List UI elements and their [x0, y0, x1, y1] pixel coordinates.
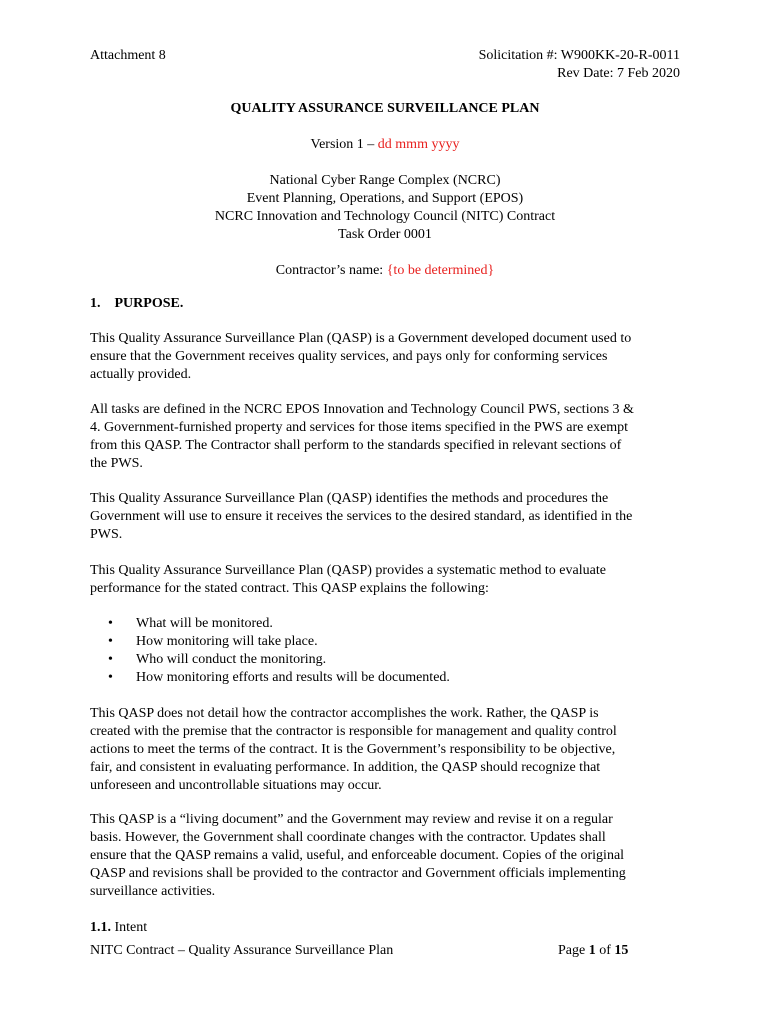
- footer-title: NITC Contract – Quality Assurance Surveillance Plan: [90, 943, 394, 958]
- text-line: from this QASP. The Contractor shall perform to the standards specified in relevant sections of: [90, 438, 622, 453]
- list-item: [108, 651, 450, 669]
- bullet-text: How monitoring will take place.: [136, 634, 318, 649]
- text-line: actions to meet the terms of the contract. It is the Government’s responsibility to be objective,: [90, 742, 616, 757]
- version-date-placeholder: dd mmm yyyy: [377, 137, 460, 152]
- page-total: 15: [614, 943, 629, 958]
- text-line: All tasks are defined in the NCRC EPOS Innovation and Technology Council PWS, sections 3 &: [90, 402, 634, 417]
- bullet-text: Who will conduct the monitoring.: [136, 652, 327, 667]
- paragraph-systematic: [90, 562, 690, 598]
- section-heading: [90, 295, 183, 313]
- contractor-placeholder: {to be determined}: [386, 263, 495, 278]
- bullet-icon: •: [108, 634, 113, 649]
- paragraph-living-document: [90, 811, 690, 901]
- paragraph-premise: [90, 705, 690, 795]
- text-line: surveillance activities.: [90, 884, 216, 899]
- section-number: 1.: [90, 296, 101, 311]
- text-line: This QASP does not detail how the contractor accomplishes the work. Rather, the QASP is: [90, 706, 599, 721]
- section-title: PURPOSE.: [114, 296, 184, 311]
- contractor-label: Contractor’s name:: [275, 263, 387, 278]
- paragraph-methods: [90, 490, 690, 544]
- text-line: 4. Government-furnished property and services for those items specified in the PWS are exempt: [90, 420, 629, 435]
- solicitation-number: Solicitation #: W900KK-20-R-0011: [478, 48, 680, 63]
- text-line: unforeseen and uncontrollable situations may occur.: [90, 778, 382, 793]
- text-line: performance for the stated contract. This QASP explains the following:: [90, 581, 489, 596]
- list-item: [108, 669, 450, 687]
- bullet-list: [108, 615, 450, 687]
- text-line: QASP and revisions shall be provided to the contractor and Government officials implementing: [90, 866, 626, 881]
- text-line: basis. However, the Government shall coordinate changes with the contractor. Updates shall: [90, 830, 606, 845]
- contract-line-1: National Cyber Range Complex (NCRC): [269, 173, 501, 188]
- text-line: This Quality Assurance Surveillance Plan (QASP) provides a systematic method to evaluate: [90, 563, 606, 578]
- contract-line-4: Task Order 0001: [338, 227, 432, 242]
- text-line: This Quality Assurance Surveillance Plan (QASP) identifies the methods and procedures the: [90, 491, 609, 506]
- document-title: QUALITY ASSURANCE SURVEILLANCE PLAN: [230, 101, 540, 116]
- text-line: actually provided.: [90, 367, 192, 382]
- contract-line-2: Event Planning, Operations, and Support (EPOS): [246, 191, 524, 206]
- text-line: fair, and consistent in evaluating performance. In addition, the QASP should recognize that: [90, 760, 601, 775]
- subsection-heading: [90, 919, 147, 937]
- list-item: [108, 633, 450, 651]
- bullet-text: How monitoring efforts and results will be documented.: [136, 670, 450, 685]
- attachment-label: Attachment 8: [90, 48, 166, 63]
- subsection-number: 1.1.: [90, 920, 111, 935]
- text-line: ensure that the Government receives quality services, and pays only for conforming services: [90, 349, 608, 364]
- bullet-text: What will be monitored.: [136, 616, 273, 631]
- page-of-label: of: [595, 943, 615, 958]
- text-line: This Quality Assurance Surveillance Plan (QASP) is a Government developed document used to: [90, 331, 632, 346]
- paragraph-tasks: [90, 401, 690, 473]
- page-label: Page: [558, 943, 589, 958]
- text-line: Government will use to ensure it receives the services to the desired standard, as identified in the: [90, 509, 633, 524]
- bullet-icon: •: [108, 616, 113, 631]
- bullet-icon: •: [108, 670, 113, 685]
- contractor-line: [0, 262, 770, 280]
- text-line: the PWS.: [90, 456, 143, 471]
- text-line: ensure that the QASP remains a valid, useful, and enforceable document. Copies of the original: [90, 848, 625, 863]
- version-prefix: Version 1 –: [310, 137, 378, 152]
- subsection-title: Intent: [111, 920, 148, 935]
- revision-date: Rev Date: 7 Feb 2020: [557, 66, 680, 81]
- text-line: PWS.: [90, 527, 123, 542]
- page-number: [558, 942, 628, 960]
- paragraph-purpose: [90, 330, 690, 384]
- contract-line-3: NCRC Innovation and Technology Council (NITC) Contract: [214, 209, 556, 224]
- version-line: [0, 136, 770, 154]
- page-current: 1: [588, 943, 596, 958]
- list-item: [108, 615, 450, 633]
- text-line: created with the premise that the contractor is responsible for management and quality control: [90, 724, 617, 739]
- text-line: This QASP is a “living document” and the Government may review and revise it on a regular: [90, 812, 613, 827]
- bullet-icon: •: [108, 652, 113, 667]
